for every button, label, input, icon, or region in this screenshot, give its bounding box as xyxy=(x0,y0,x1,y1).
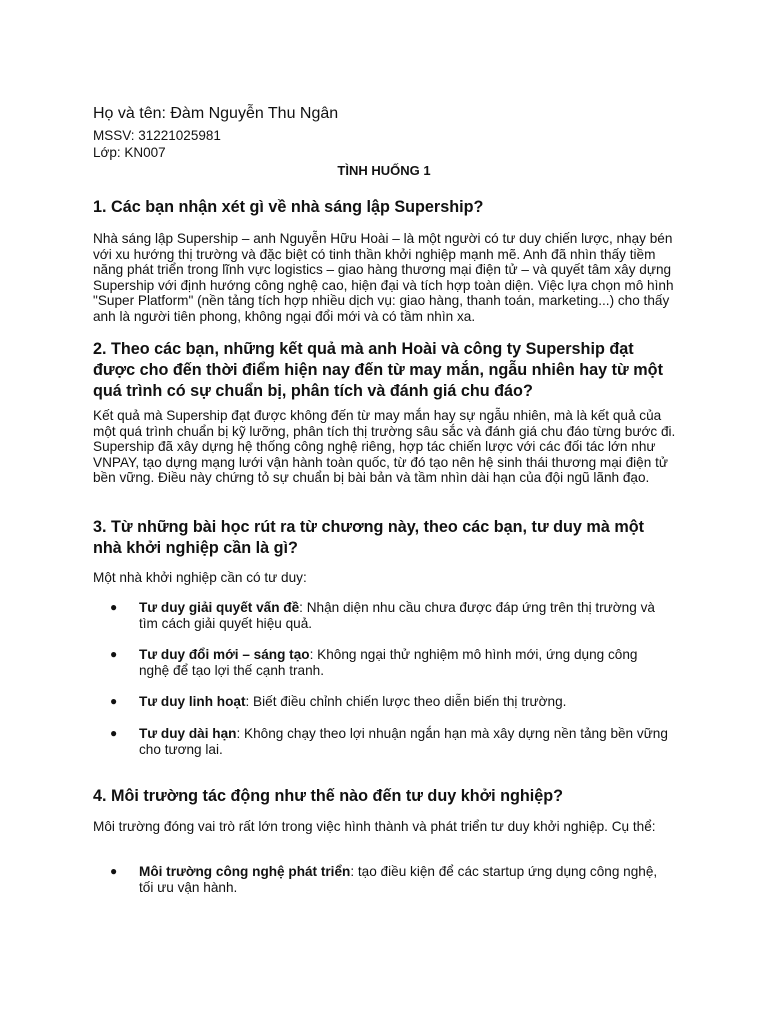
student-id: MSSV: 31221025981 xyxy=(93,128,221,143)
student-class: Lớp: KN007 xyxy=(93,145,166,160)
list-item xyxy=(110,600,670,631)
bullet-icon: ● xyxy=(110,694,118,709)
list-item-bold: Môi trường công nghệ phát triển xyxy=(139,864,351,879)
bullet-icon: ● xyxy=(110,725,118,740)
list-item xyxy=(110,694,670,710)
list-item-text: : Không ngại thử nghiệm mô hình mới, ứng dụng công nghệ để tạo lợi thế cạnh tranh. xyxy=(139,647,638,678)
bullet-icon: ● xyxy=(110,647,118,662)
list-item-text: : Nhận diện nhu cầu chưa được đáp ứng trên thị trường và tìm cách giải quyết hiệu quả. xyxy=(139,600,655,631)
list-item-text: : Biết điều chỉnh chiến lược theo diễn biến thị trường. xyxy=(245,694,567,710)
bullet-icon: ● xyxy=(110,600,118,614)
section-2-heading: 2. Theo các bạn, những kết quả mà anh Hoài và công ty Supership đạt được cho đến thời điểm hiện nay đến từ may mắn, ngẫu nhiên hay từ một quá trình có sự chuẩn bị, phân tích và đánh giá chu đáo? xyxy=(93,340,663,400)
student-name: Họ và tên: Đàm Nguyễn Thu Ngân xyxy=(93,105,339,122)
section-4-list xyxy=(110,864,670,911)
section-4-heading: 4. Môi trường tác động như thế nào đến tư duy khởi nghiệp? xyxy=(93,787,564,805)
section-4-intro: Môi trường đóng vai trò rất lớn trong việc hình thành và phát triển tư duy khởi nghiệp. Cụ thể: xyxy=(93,819,656,834)
section-3-intro: Một nhà khởi nghiệp cần có tư duy: xyxy=(93,570,307,585)
section-1-body: Nhà sáng lập Supership – anh Nguyễn Hữu Hoài – là một người có tư duy chiến lược, nhạy bén với xu hướng thị trường và đặc biệt có tinh thần khởi nghiệp mạnh mẽ. Anh đã nhìn thấy tiềm năng phát triển trong lĩnh vực logistics – giao hàng thương mại điện tử – và quyết tâm xây dựng Supership với định hướng công nghệ cao, hiện đại và tích hợp toàn diện. Việc lựa chọn mô hình "Super Platform" (nền tảng tích hợp nhiều dịch vụ: giao hàng, thanh toán, marketing...) cho thấy anh là người tiên phong, không ngại đổi mới và có tầm nhìn xa. xyxy=(93,231,674,324)
document-title: TÌNH HUỐNG 1 xyxy=(337,163,431,178)
list-item-text: : tạo điều kiện để các startup ứng dụng công nghệ, tối ưu vận hành. xyxy=(139,864,658,895)
list-item-bold: Tư duy linh hoạt xyxy=(139,694,246,710)
list-item-bold: Tư duy đổi mới – sáng tạo xyxy=(139,647,310,663)
list-item-bold: Tư duy giải quyết vấn đề xyxy=(139,600,300,615)
list-item xyxy=(110,647,670,678)
list-item-bold: Tư duy dài hạn xyxy=(139,725,237,741)
list-item xyxy=(110,864,670,895)
list-item xyxy=(110,726,670,757)
list-item-text: : Không chạy theo lợi nhuận ngắn hạn mà xây dựng nền tảng bền vững cho tương lai. xyxy=(139,725,668,757)
section-2-body: Kết quả mà Supership đạt được không đến từ may mắn hay sự ngẫu nhiên, mà là kết quả của một quá trình chuẩn bị kỹ lưỡng, phân tích thị trường sâu sắc và đánh giá chu đáo từng bước đi. Supership đã xây dựng hệ thống công nghệ riêng, hợp tác chiến lược với các đối tác lớn như VNPAY, tạo dựng mạng lưới vận hành toàn quốc, từ đó tạo nên hệ sinh thái thương mại điện tử bền vững. Điều này chứng tỏ sự chuẩn bị bài bản và tầm nhìn dài hạn của đội ngũ lãnh đạo. xyxy=(93,408,676,486)
bullet-icon: ● xyxy=(110,864,118,878)
section-3-list xyxy=(110,600,670,773)
section-3-heading: 3. Từ những bài học rút ra từ chương này, theo các bạn, tư duy mà một nhà khởi nghiệp cần là gì? xyxy=(93,518,644,557)
section-1-heading: 1. Các bạn nhận xét gì về nhà sáng lập Supership? xyxy=(93,198,484,216)
